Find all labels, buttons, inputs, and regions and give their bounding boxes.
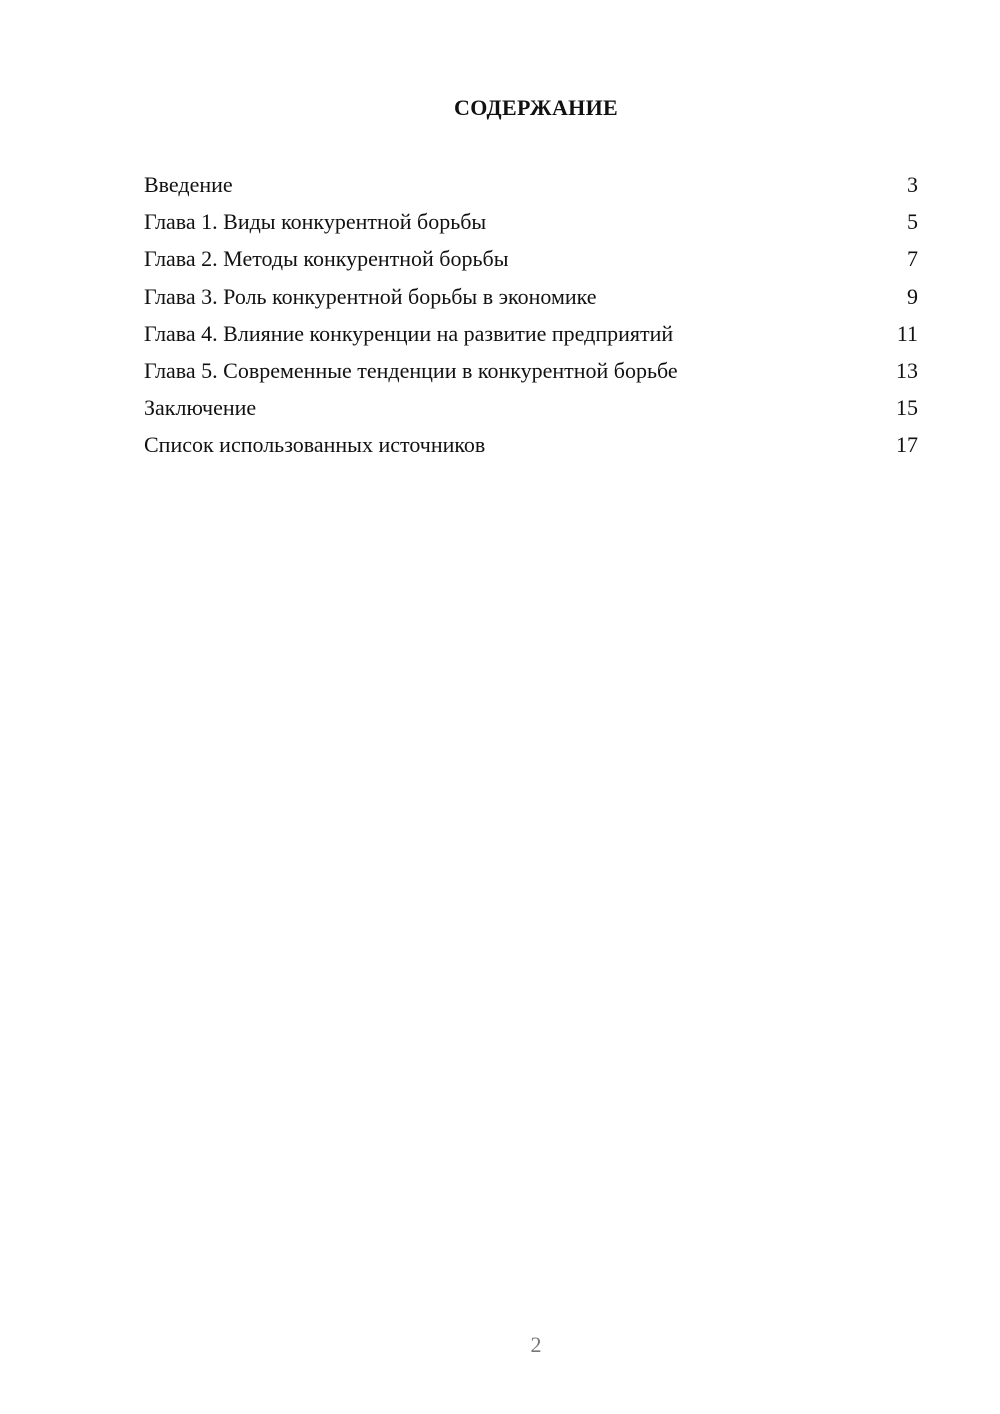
toc-entry-page: 11 xyxy=(896,320,918,346)
toc-entry-chapter-4 xyxy=(144,318,918,355)
toc-entry-page: 15 xyxy=(896,395,918,421)
toc-entry-label: Глава 4. Влияние конкуренции на развитие предприятий xyxy=(144,320,674,346)
toc-entry-page: 17 xyxy=(896,432,918,458)
page-number: 2 xyxy=(530,1332,542,1357)
toc-entry-label: Глава 2. Методы конкурентной борьбы xyxy=(144,246,509,272)
toc-entry-label: Глава 3. Роль конкурентной борьбы в экономике xyxy=(144,283,597,309)
toc-entry-page: 13 xyxy=(896,357,918,383)
toc-entry-chapter-5 xyxy=(144,355,918,392)
toc-entry-label: Заключение xyxy=(144,395,257,421)
toc-entry-chapter-3 xyxy=(144,281,918,318)
toc-entry-chapter-1 xyxy=(144,206,918,243)
toc-entry-conclusion xyxy=(144,392,918,429)
toc-entry-page: 5 xyxy=(907,209,918,235)
toc-entry-label: Глава 5. Современные тенденции в конкурентной борьбе xyxy=(144,357,678,383)
toc-entry-chapter-2 xyxy=(144,243,918,280)
toc-entry-label: Глава 1. Виды конкурентной борьбы xyxy=(144,209,487,235)
toc-entry-references xyxy=(144,429,918,466)
page-title: СОДЕРЖАНИЕ xyxy=(454,95,618,120)
toc-entry-page: 9 xyxy=(907,283,918,309)
toc-entry-label: Список использованных источников xyxy=(144,432,486,458)
toc-entry-page: 7 xyxy=(907,246,918,272)
toc-entry-introduction xyxy=(144,169,918,206)
toc-entry-page: 3 xyxy=(907,172,918,197)
table-of-contents xyxy=(144,169,918,467)
toc-entry-label: Введение xyxy=(144,172,233,197)
